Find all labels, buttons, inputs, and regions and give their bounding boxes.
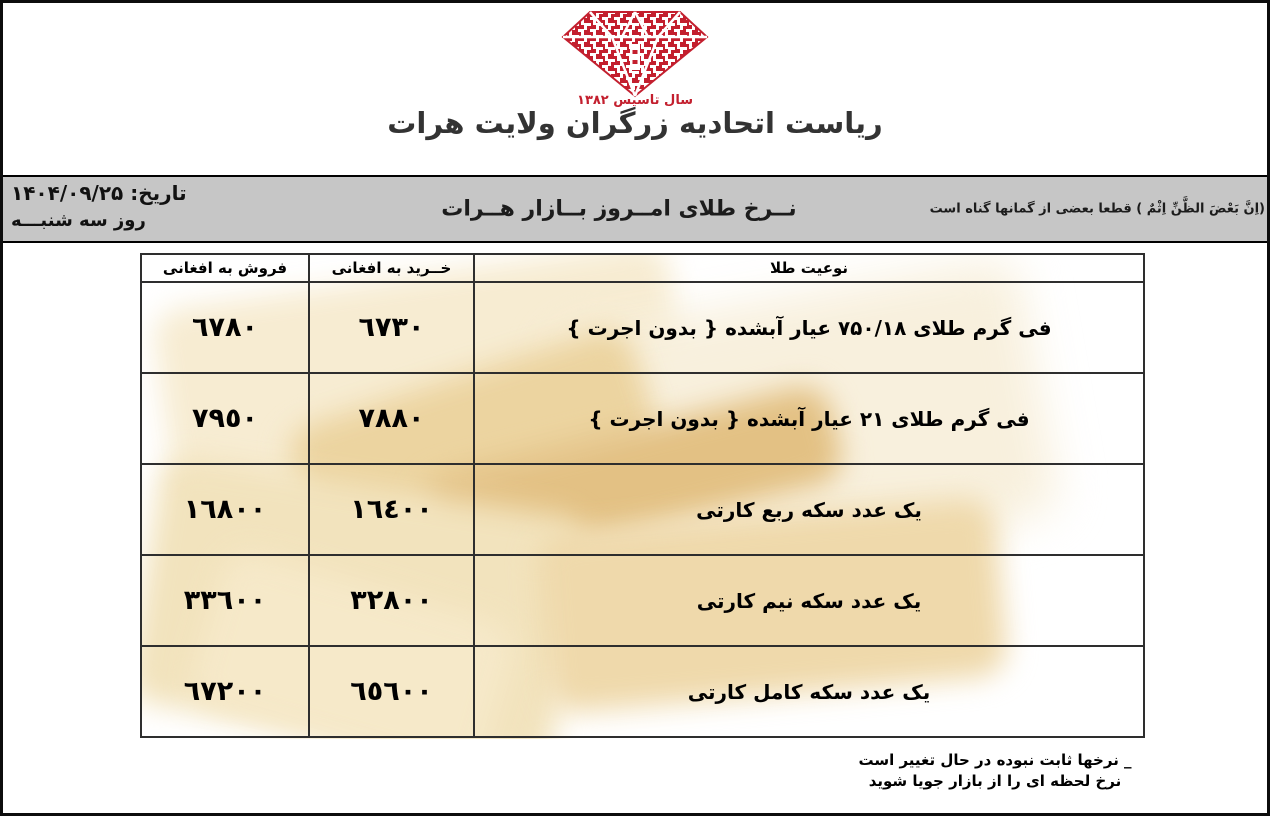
info-bar <box>3 175 1270 243</box>
gold-type-cell: یک عدد سکه کامل کارتی <box>474 646 1144 737</box>
sell-price-cell: ٦٧٨٠ <box>141 282 309 373</box>
table-row <box>141 282 1144 373</box>
page-title: ریاست اتحادیه زرگران ولایت هرات <box>387 106 883 140</box>
buy-price-cell: ٦٥٦٠٠ <box>309 646 474 737</box>
buy-price-cell: ٦٧٣٠ <box>309 282 474 373</box>
sell-price-cell: ٣٣٦٠٠ <box>141 555 309 646</box>
sell-price-cell: ٦٧٢٠٠ <box>141 646 309 737</box>
sell-price-cell: ٧٩٥٠ <box>141 373 309 464</box>
gold-type-cell: یک عدد سکه نیم کارتی <box>474 555 1144 646</box>
weekday-text: روز سه شنبـــه <box>11 210 146 231</box>
table-row <box>141 373 1144 464</box>
union-diamond-logo <box>560 8 710 102</box>
header-gold-type: نوعیت طلا <box>474 254 1144 282</box>
gold-type-cell: فی گرم طلای ۲۱ عیار آبشده { بدون اجرت } <box>474 373 1144 464</box>
table-header-row <box>141 254 1144 282</box>
header-sell-afghani: فروش به افغانی <box>141 254 309 282</box>
disclaimer-line-2: نرخ لحظه ای را از بازار جویا شوید <box>868 772 1122 790</box>
quran-quote-text: (اِنَّ بَعْضَ الظَّنِّ اِثْمٌ ) قطعا بعضی از گمانها گناه است <box>929 201 1265 217</box>
sell-price-cell: ١٦٨٠٠ <box>141 464 309 555</box>
gold-rates-table <box>140 253 1145 738</box>
date-block <box>11 181 187 231</box>
header-buy-afghani: خــرید به افغانی <box>309 254 474 282</box>
table-row <box>141 555 1144 646</box>
gold-type-cell: یک عدد سکه ربع کارتی <box>474 464 1144 555</box>
date-text: تاریخ: ۱۴۰۴/۰۹/۲۵ <box>11 181 187 205</box>
table-row <box>141 646 1144 737</box>
buy-price-cell: ١٦٤٠٠ <box>309 464 474 555</box>
disclaimer-line-1: _ نرخها ثابت نبوده در حال تغییر است <box>858 751 1132 769</box>
buy-price-cell: ٣٢٨٠٠ <box>309 555 474 646</box>
market-rate-title: نــرخ طلای امــروز بــازار هــرات <box>441 196 797 222</box>
buy-price-cell: ٧٨٨٠ <box>309 373 474 464</box>
table-row <box>141 464 1144 555</box>
disclaimer-note <box>835 750 1155 792</box>
establishment-year-text: سال تاسیس ۱۳۸۲ <box>577 93 693 108</box>
gold-type-cell: فی گرم طلای ۷۵۰/۱۸ عیار آبشده { بدون اجرت } <box>474 282 1144 373</box>
